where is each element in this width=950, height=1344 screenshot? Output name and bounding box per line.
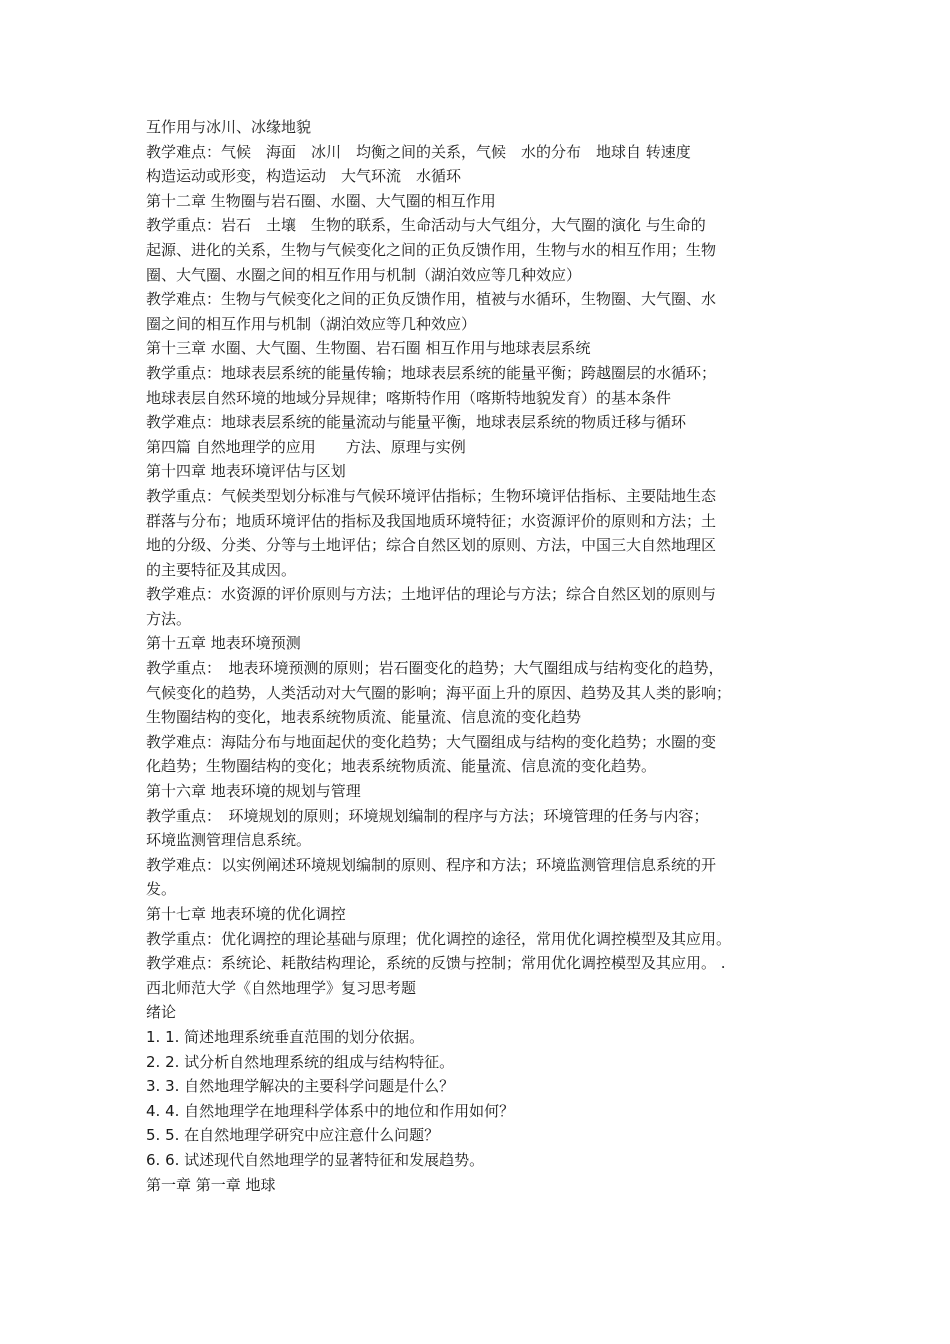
text-line: 教学难点：地球表层系统的能量流动与能量平衡，地球表层系统的物质迁移与循环 <box>146 413 687 432</box>
chapter-heading: 第十二章 生物圈与岩石圈、水圈、大气圈的相互作用 <box>146 191 496 210</box>
question-item: 5. 5. 在自然地理学研究中应注意什么问题？ <box>146 1126 440 1145</box>
text-line: 方法。 <box>146 609 192 628</box>
text-line: 教学难点：水资源的评价原则与方法；土地评估的理论与方法；综合自然区划的原则与 <box>146 585 717 604</box>
text-line: 教学重点：地球表层系统的能量传输；地球表层系统的能量平衡；跨越圈层的水循环； <box>146 363 717 382</box>
text-line: 教学难点：气候 海面 冰川 均衡之间的关系，气候 水的分布 地球自 转速度 <box>146 142 691 161</box>
text-line: 环境监测管理信息系统。 <box>146 831 312 850</box>
text-line: 教学重点：岩石 土壤 生物的联系，生命活动与大气组分，大气圈的演化 与生命的 <box>146 216 706 235</box>
chapter-heading: 第十六章 地表环境的规划与管理 <box>146 782 361 801</box>
text-line: 地球表层自然环境的地域分异规律；喀斯特作用（喀斯特地貌发育）的基本条件 <box>146 388 672 407</box>
text-line: 构造运动或形变，构造运动 大气环流 水循环 <box>146 167 462 186</box>
text-line: 互作用与冰川、冰缘地貌 <box>146 118 312 136</box>
text-line: 地的分级、分类、分等与土地评估；综合自然区划的原则、方法，中国三大自然地理区 <box>146 536 717 555</box>
text-line: 群落与分布；地质环境评估的指标及我国地质环境特征；水资源评价的原则和方法；土 <box>146 511 717 530</box>
text-line: 圈、大气圈、水圈之间的相互作用与机制（湖泊效应等几种效应） <box>146 265 582 284</box>
part-heading: 第四篇 自然地理学的应用 方法、原理与实例 <box>146 437 466 456</box>
text-line: 教学难点：生物与气候变化之间的正负反馈作用，植被与水循环，生物圈、大气圈、水 <box>146 290 717 309</box>
chapter-heading: 第十四章 地表环境评估与区划 <box>146 462 346 481</box>
text-line: 教学重点：气候类型划分标准与气候环境评估指标；生物环境评估指标、主要陆地生态 <box>146 486 717 505</box>
section-heading: 绪论 <box>146 1003 177 1022</box>
text-line: 化趋势；生物圈结构的变化；地表系统物质流、能量流、信息流的变化趋势。 <box>146 757 657 776</box>
chapter-heading: 第一章 第一章 地球 <box>146 1175 276 1194</box>
text-line: 教学重点：优化调控的理论基础与原理；优化调控的途径，常用优化调控模型及其应用。 <box>146 929 732 948</box>
question-item: 2. 2. 试分析自然地理系统的组成与结构特征。 <box>146 1052 455 1071</box>
text-line: 发。 <box>146 880 177 899</box>
text-line: 教学重点： 环境规划的原则；环境规划编制的程序与方法；环境管理的任务与内容； <box>146 806 709 825</box>
text-line: 教学重点： 地表环境预测的原则；岩石圈变化的趋势；大气圈组成与结构变化的趋势， <box>146 659 724 678</box>
question-item: 1. 1. 简述地理系统垂直范围的划分依据。 <box>146 1027 425 1046</box>
text-line: 教学难点：海陆分布与地面起伏的变化趋势；大气圈组成与结构的变化趋势；水圈的变 <box>146 732 717 751</box>
text-line: 圈之间的相互作用与机制（湖泊效应等几种效应） <box>146 314 477 333</box>
text-line: 起源、进化的关系，生物与气候变化之间的正负反馈作用，生物与水的相互作用；生物 <box>146 240 717 259</box>
text-line: 教学难点：以实例阐述环境规划编制的原则、程序和方法；环境监测管理信息系统的开 <box>146 855 717 874</box>
text-line: 生物圈结构的变化，地表系统物质流、能量流、信息流的变化趋势 <box>146 708 582 727</box>
section-title: 西北师范大学《自然地理学》复习思考题 <box>146 978 417 997</box>
document-body <box>146 115 814 1197</box>
chapter-heading: 第十七章 地表环境的优化调控 <box>146 905 346 923</box>
text-line: 的主要特征及其成因。 <box>146 560 297 579</box>
question-item: 4. 4. 自然地理学在地理科学体系中的地位和作用如何？ <box>146 1101 515 1120</box>
text-line: 气候变化的趋势，人类活动对大气圈的影响；海平面上升的原因、趋势及其人类的影响； <box>146 683 732 702</box>
question-item: 3. 3. 自然地理学解决的主要科学问题是什么？ <box>146 1077 455 1096</box>
chapter-heading: 第十三章 水圈、大气圈、生物圈、岩石圈 相互作用与地球表层系统 <box>146 339 591 358</box>
text-line: 教学难点：系统论、耗散结构理论，系统的反馈与控制；常用优化调控模型及其应用。 . <box>146 954 726 973</box>
question-item: 6. 6. 试述现代自然地理学的显著特征和发展趋势。 <box>146 1150 485 1169</box>
chapter-heading: 第十五章 地表环境预测 <box>146 634 301 653</box>
